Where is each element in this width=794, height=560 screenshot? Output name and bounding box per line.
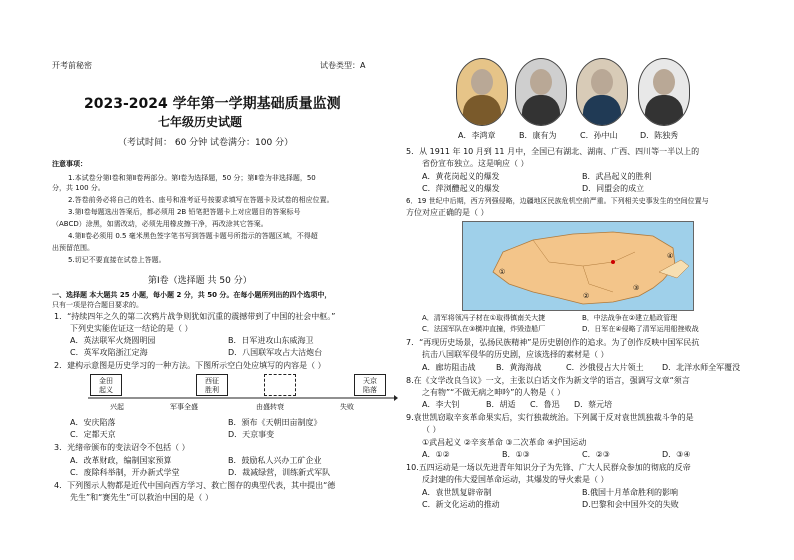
china-map	[462, 221, 694, 311]
q9-option-b[interactable]: B．①③	[502, 450, 530, 459]
q1-stem: 1．“持续四年之久的第二次鸦片战争则犹如沉重的震撼带到了中国的社会中枢。”	[54, 312, 336, 321]
q6-stem: 6．19 世纪中后期，西方列强侵略，边疆地区民族危机空前严重。下列相关史事发生的空间位置与	[406, 197, 709, 205]
confidential-label: 开考前秘密	[52, 61, 92, 70]
q10-option-a[interactable]: A．袁世凯复辟帝制	[422, 488, 492, 497]
q7-option-c[interactable]: C．沙俄侵占大片领土	[566, 363, 644, 372]
q2-option-b[interactable]: B．颁布《天朝田亩制度》	[228, 418, 322, 427]
q3-option-c[interactable]: C．废除科举制，开办新式学堂	[70, 468, 180, 477]
q9-stem: （ ）	[422, 425, 441, 434]
notice-line: 4.第Ⅱ卷必须用 0.5 毫米黑色签字笔书写到答题卡题号所指示的答题区域，不得超	[68, 232, 318, 240]
exam-subtitle: 七年级历史试题	[158, 115, 243, 129]
q5-option-a[interactable]: A．黄花岗起义的爆发	[422, 172, 500, 181]
section-intro: 一、选择题 本大题共 25 小题，每小题 2 分，共 50 分。在每小题所列出的四个选项中，	[52, 291, 332, 299]
q8-option-a[interactable]: A．李大钊	[422, 400, 460, 409]
exam-info: （考试时间： 60 分钟 试卷满分：100 分）	[118, 138, 294, 148]
q7-option-d[interactable]: D．北洋水师全军覆没	[662, 363, 741, 372]
q6-option-d[interactable]: D．日军在④侵略了清军运用船挫败战	[582, 325, 699, 333]
portrait-li-hongzhang	[456, 58, 508, 126]
q10-option-b[interactable]: B.俄国十月革命胜利的影响	[582, 488, 679, 497]
q6-option-a[interactable]: A．清军将领冯子材在①取得镇南关大捷	[422, 314, 546, 322]
notice-line: 2.答卷前务必将自己的姓名、座号和准考证号按要求填写在答题卡及试卷的相应位置。	[68, 196, 334, 204]
q2-option-d[interactable]: D．天京事变	[228, 430, 275, 439]
timeline-box-jintian	[90, 374, 122, 396]
q2-option-c[interactable]: C．定都天京	[70, 430, 116, 439]
q2-option-a[interactable]: A．安庆陷落	[70, 418, 116, 427]
q8-option-d[interactable]: D．蔡元培	[574, 400, 613, 409]
q7-stem: 抗击八国联军侵华的历史剧，应该选择的素材是（ ）	[422, 350, 609, 359]
timeline-box-blank	[264, 374, 296, 396]
notice-line: 出预留范围。	[52, 244, 94, 252]
q6-stem: 方位对应正确的是（ ）	[406, 208, 489, 217]
map-marker: ④	[667, 252, 674, 260]
q8-stem: 8.在《文学改良刍议》一文，主张以白话文作为新文学的语言，强调写文章“须言	[406, 376, 690, 385]
q8-option-c[interactable]: C．鲁迅	[530, 400, 560, 409]
q1-option-b[interactable]: B．日军进攻山东威海卫	[228, 336, 314, 345]
q4-stem: 先生”和“赛先生”可以救治中国的是（ ）	[70, 493, 213, 502]
q1-option-c[interactable]: C．英军攻陷浙江定海	[70, 348, 148, 357]
portrait-kang-youwei	[515, 58, 567, 126]
q1-option-a[interactable]: A．英法联军火烧圆明园	[70, 336, 156, 345]
q5-option-b[interactable]: B．武昌起义的胜利	[582, 172, 652, 181]
map-marker: ①	[499, 268, 506, 276]
q2-stem: 2．建构示意图是历史学习的一种方法。下图所示空白处应填写的内容是（ ）	[54, 361, 326, 370]
notice-line: 1.本试卷分第Ⅰ卷和第Ⅱ卷两部分。第Ⅰ卷为选择题，50 分；第Ⅱ卷为非选择题，50	[68, 174, 316, 182]
q3-stem: 3．光绪帝颁布的变法诏令不包括（ ）	[54, 443, 190, 452]
map-marker: ③	[633, 284, 640, 292]
portrait-sun-zhongshan	[576, 58, 628, 126]
q3-option-b[interactable]: B．鼓励私人兴办工矿企业	[228, 456, 322, 465]
timeline-label: 失败	[340, 403, 354, 411]
portrait-caption[interactable]: A．李鸿章	[458, 131, 496, 140]
timeline-box-xizheng	[196, 374, 228, 396]
q1-option-d[interactable]: D．八国联军攻占大沽炮台	[228, 348, 323, 357]
q5-stem: 省份宣布独立。这是响应（ ）	[422, 159, 529, 168]
timeline-box-tianjing	[354, 374, 386, 396]
timeline-box-text: 金田 起义	[99, 377, 113, 394]
portrait-caption[interactable]: C．孙中山	[580, 131, 618, 140]
q1-stem: 下列史实能佐证这一结论的是（ ）	[70, 324, 193, 333]
q7-option-b[interactable]: B．黄海海战	[496, 363, 542, 372]
q5-option-c[interactable]: C．萍浏醴起义的爆发	[422, 184, 500, 193]
q4-stem: 4．下列图示人物都是近代中国向西方学习、救亡图存的典型代表，其中提出“德	[54, 481, 336, 490]
exam-title: 2023-2024 学年第一学期基础质量监测	[84, 96, 341, 112]
q5-stem: 5．从 1911 年 10 月到 11 月中，全国已有湖北、湖南、广西、四川等一半以上的	[406, 147, 700, 156]
timeline-box-text: 西征 胜利	[205, 377, 219, 394]
q10-option-c[interactable]: C．新文化运动的推动	[422, 500, 500, 509]
notice-line: 5.切记不要直接在试卷上答题。	[68, 256, 166, 264]
q9-option-d[interactable]: D．③④	[662, 450, 691, 459]
q9-stem: 9.袁世凯窃取辛亥革命果实后，实行独裁统治。下列属于反对袁世凯独裁斗争的是	[406, 413, 694, 422]
q10-stem: 反封建的伟大爱国革命运动，其爆发的导火索是（ ）	[422, 475, 609, 484]
q8-stem: 之有物”“不做无病之呻吟”的人物是（ ）	[422, 388, 565, 397]
q8-option-b[interactable]: B．胡适	[486, 400, 516, 409]
notice-line: 分，共 100 分。	[52, 184, 105, 192]
section-title: 第Ⅰ卷（选择题 共 50 分）	[148, 276, 252, 286]
q9-option-c[interactable]: C．②③	[582, 450, 610, 459]
portrait-caption[interactable]: B．康有为	[519, 131, 557, 140]
portrait-chen-duxiu	[638, 58, 690, 126]
q5-option-d[interactable]: D．同盟会的成立	[582, 184, 645, 193]
q3-option-d[interactable]: D．裁减绿营，训练新式军队	[228, 468, 331, 477]
q6-option-c[interactable]: C．法国军队在③横冲直撞，炸毁造船厂	[422, 325, 546, 333]
q9-option-a[interactable]: A．①②	[422, 450, 450, 459]
map-marker: ②	[583, 292, 590, 300]
q7-stem: 7．“再现历史场景，弘扬民族精神”是历史剧创作的追求。为了创作反映中国军民抗	[406, 338, 700, 347]
q6-option-b[interactable]: B．中法战争在②建立船政管理	[582, 314, 678, 322]
timeline-box-text: 天京 陷落	[363, 377, 377, 394]
q3-option-a[interactable]: A．改革财政，编制国家预算	[70, 456, 172, 465]
paper-type-label: 试卷类型：A	[320, 61, 366, 70]
q7-option-a[interactable]: A．廊坊阻击战	[422, 363, 476, 372]
portrait-caption[interactable]: D．陈独秀	[640, 131, 679, 140]
notice-line: 3.第Ⅰ卷每题选出答案后，都必须用 2B 铅笔把答题卡上对应题目的答案标号	[68, 208, 301, 216]
timeline-label: 军事全盛	[170, 403, 198, 411]
timeline-label: 兴起	[110, 403, 124, 411]
notice-heading: 注意事项：	[52, 160, 87, 168]
notice-line: （ABCD）涂黑，如需改动，必须先用橡皮擦干净，再改涂其它答案。	[52, 220, 268, 228]
timeline-label: 由盛转衰	[256, 403, 284, 411]
q2-timeline-diagram	[88, 374, 398, 414]
q10-stem: 10.五四运动是一场以先进青年知识分子为先锋、广大人民群众参加的彻底的反帝	[406, 463, 691, 472]
q10-option-d[interactable]: D.巴黎和会中国外交的失败	[582, 500, 679, 509]
section-intro: 只有一项是符合题目要求的。	[52, 301, 143, 309]
q9-items: ①武昌起义 ②辛亥革命 ③二次革命 ④护国运动	[422, 438, 587, 447]
